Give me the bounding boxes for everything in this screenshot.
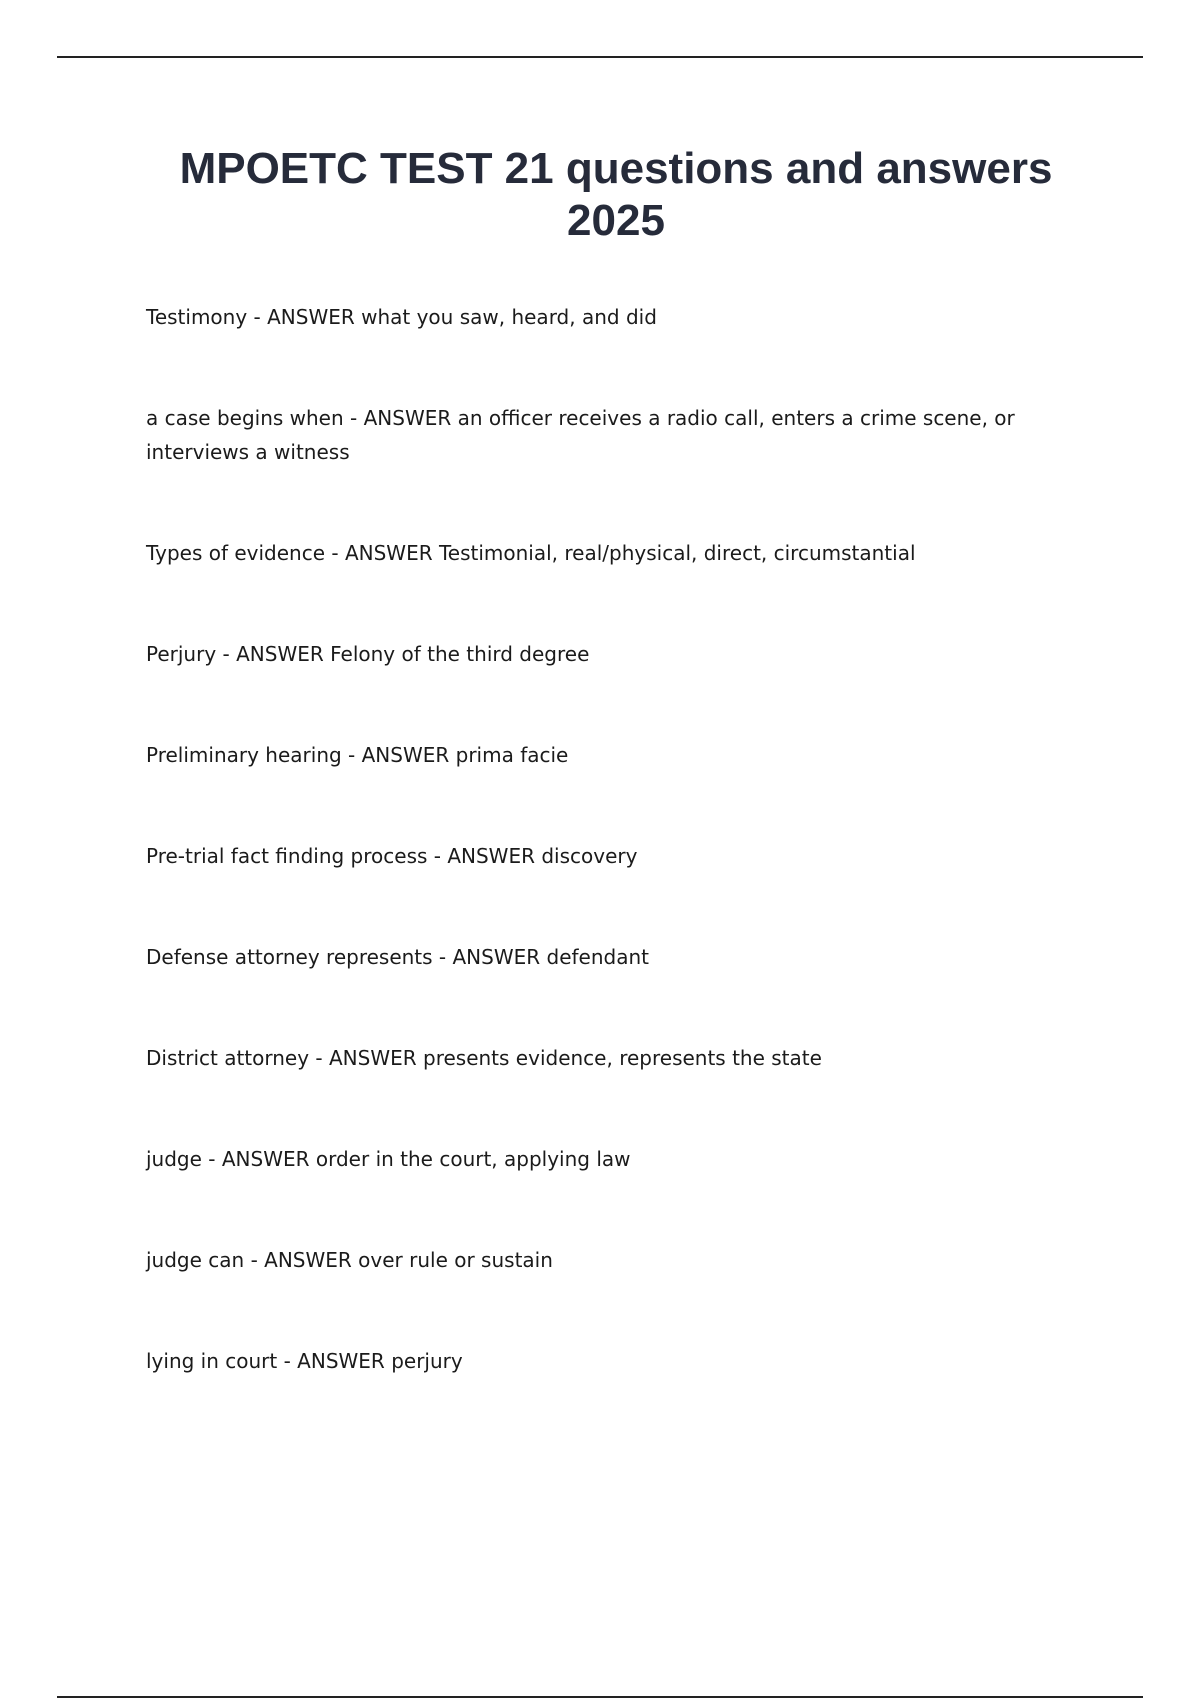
- question-text: a case begins when: [146, 406, 344, 430]
- bottom-rule: [57, 1696, 1143, 1698]
- qa-item: [146, 940, 1096, 974]
- answer-separator: - ANSWER: [216, 642, 331, 666]
- qa-item: [146, 637, 1096, 671]
- answer-text: perjury: [391, 1349, 463, 1373]
- question-text: Defense attorney represents: [146, 945, 433, 969]
- answer-separator: - ANSWER: [244, 1248, 359, 1272]
- answer-separator: - ANSWER: [432, 945, 547, 969]
- question-text: Types of evidence: [146, 541, 326, 565]
- qa-item: [146, 1142, 1096, 1176]
- qa-list: [146, 300, 1096, 1445]
- answer-separator: - ANSWER: [201, 1147, 316, 1171]
- answer-text: discovery: [541, 844, 638, 868]
- answer-text: over rule or sustain: [358, 1248, 553, 1272]
- answer-separator: - ANSWER: [341, 743, 456, 767]
- qa-item: [146, 536, 1096, 570]
- qa-item: [146, 300, 1096, 334]
- qa-item: [146, 1041, 1096, 1075]
- answer-separator: - ANSWER: [343, 406, 458, 430]
- question-text: Pre-trial fact finding process: [146, 844, 428, 868]
- qa-item: [146, 401, 1096, 469]
- qa-item: [146, 1344, 1096, 1378]
- answer-text: Testimonial, real/physical, direct, circumstantial: [438, 541, 916, 565]
- answer-text: order in the court, applying law: [315, 1147, 631, 1171]
- qa-item: [146, 1243, 1096, 1277]
- answer-text: an officer receives a radio call, enters a crime scene, or interviews a witness: [146, 406, 1015, 464]
- answer-separator: - ANSWER: [325, 541, 439, 565]
- question-text: District attorney: [146, 1046, 310, 1070]
- question-text: judge: [146, 1147, 202, 1171]
- question-text: lying in court: [146, 1349, 278, 1373]
- question-text: Preliminary hearing: [146, 743, 342, 767]
- top-rule: [57, 56, 1143, 58]
- question-text: Perjury: [146, 642, 217, 666]
- answer-separator: - ANSWER: [277, 1349, 392, 1373]
- qa-item: [146, 738, 1096, 772]
- question-text: Testimony: [146, 305, 248, 329]
- answer-separator: - ANSWER: [247, 305, 362, 329]
- answer-separator: - ANSWER: [427, 844, 542, 868]
- answer-text: presents evidence, represents the state: [423, 1046, 822, 1070]
- document-title: MPOETC TEST 21 questions and answers 2025: [179, 144, 1053, 245]
- question-text: judge can: [146, 1248, 245, 1272]
- answer-text: what you saw, heard, and did: [361, 305, 657, 329]
- answer-text: prima facie: [455, 743, 569, 767]
- answer-text: Felony of the third degree: [330, 642, 590, 666]
- answer-text: defendant: [546, 945, 649, 969]
- answer-separator: - ANSWER: [309, 1046, 423, 1070]
- qa-item: [146, 839, 1096, 873]
